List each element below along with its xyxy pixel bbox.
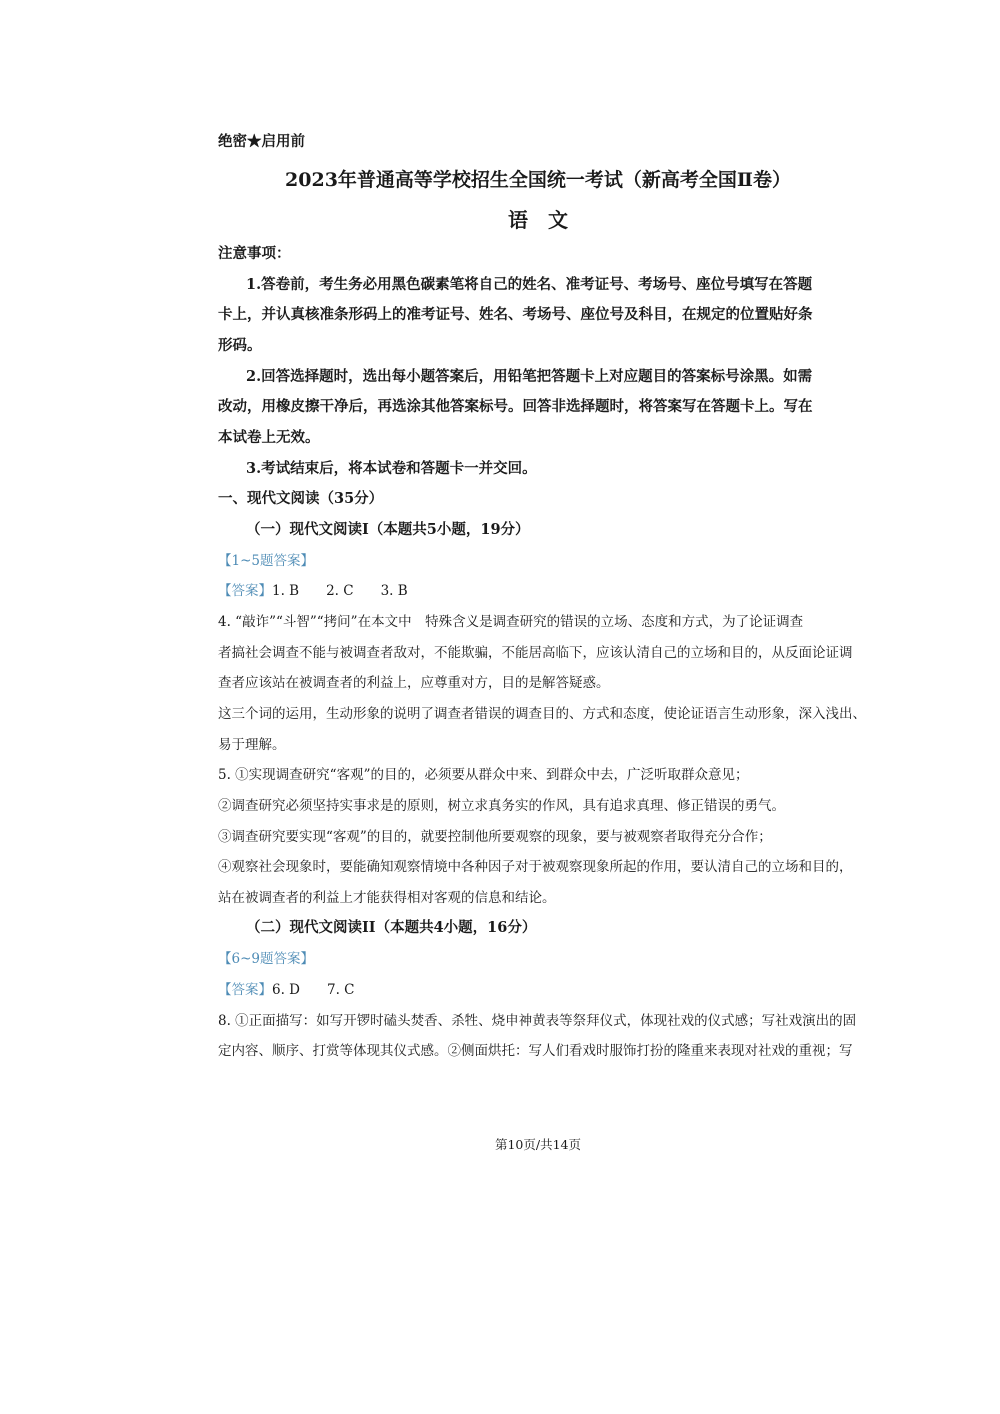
notice-line: 改动，用橡皮擦干净后，再选涂其他答案标号。回答非选择题时，将答案写在答题卡上。写在 <box>218 398 813 415</box>
answer-choices: 6. D 7. C <box>272 982 355 998</box>
q8-line: 定内容、顺序、打赏等体现其仪式感。②侧面烘托：写人们看戏时服饰打扮的隆重来表现对社戏的重视；写 <box>218 1043 853 1059</box>
answer-range-tag: 【6~9题答案】 <box>218 951 314 967</box>
q8-line: 8. ①正面描写：如写开锣时磕头焚香、杀牲、烧申神黄表等祭拜仪式，体现社戏的仪式感；写社戏演出的固 <box>218 1013 857 1029</box>
notice-line: 1.答卷前，考生务必用黑色碳素笔将自己的姓名、准考证号、考场号、座位号填写在答题 <box>246 276 813 293</box>
exam-title: 2023年普通高等学校招生全国统一考试（新高考全国Ⅱ卷） <box>285 169 791 191</box>
q4-line: 查者应该站在被调查者的利益上，应尊重对方，目的是解答疑惑。 <box>218 675 610 691</box>
answer-tag: 【答案】 <box>218 982 272 998</box>
page-number: 第10页/共14页 <box>494 1137 582 1152</box>
q5-line: ②调查研究必须坚持实事求是的原则，树立求真务实的作风，具有追求真理、修正错误的勇气。 <box>218 798 785 814</box>
q4-line: 者搞社会调查不能与被调查者敌对，不能欺骗，不能居高临下，应该认清自己的立场和目的，从反面论证调 <box>218 645 853 661</box>
answer-line <box>218 582 858 600</box>
notice-line: 3.考试结束后，将本试卷和答题卡一并交回。 <box>246 460 537 477</box>
q5-line: ③调查研究要实现“客观”的目的，就要控制他所要观察的现象，要与被观察者取得充分合作； <box>218 829 772 845</box>
part2-title: （二）现代文阅读II（本题共4小题，16分） <box>246 919 537 936</box>
q4-line: 这三个词的运用，生动形象的说明了调查者错误的调查目的、方式和态度，使论证语言生动形象，深入浅出、 <box>218 706 866 722</box>
notice-line: 本试卷上无效。 <box>218 429 320 446</box>
q5-line: 5. ①实现调查研究“客观”的目的，必须要从群众中来、到群众中去，广泛听取群众意见； <box>218 767 749 783</box>
notice-line: 形码。 <box>218 337 262 354</box>
answer-choices: 1. B 2. C 3. B <box>272 583 408 599</box>
notice-heading: 注意事项： <box>218 245 291 262</box>
subject-title: 语 文 <box>508 208 568 232</box>
q5-line: ④观察社会现象时，要能确知观察情境中各种因子对于被观察现象所起的作用，要认清自己的立场和目的， <box>218 859 853 875</box>
answer-tag: 【答案】 <box>218 583 272 599</box>
q4-line: 易于理解。 <box>218 737 286 753</box>
q4-line: 4. “敲诈”“斗智”“拷问”在本文中 特殊含义是调查研究的错误的立场、态度和方式，为了论证调查 <box>218 614 804 630</box>
part1-title: （一）现代文阅读Ⅰ（本题共5小题，19分） <box>246 521 530 538</box>
answer-line <box>218 981 858 999</box>
secret-mark: 绝密★启用前 <box>218 133 305 150</box>
notice-line: 卡上，并认真核准条形码上的准考证号、姓名、考场号、座位号及科目，在规定的位置贴好条 <box>218 306 813 323</box>
answer-range-tag: 【1~5题答案】 <box>218 553 314 569</box>
q5-line: 站在被调查者的利益上才能获得相对客观的信息和结论。 <box>218 890 556 906</box>
section-title: 一、现代文阅读（35分） <box>218 490 384 507</box>
notice-line: 2.回答选择题时，选出每小题答案后，用铅笔把答题卡上对应题目的答案标号涂黑。如需 <box>246 368 813 385</box>
